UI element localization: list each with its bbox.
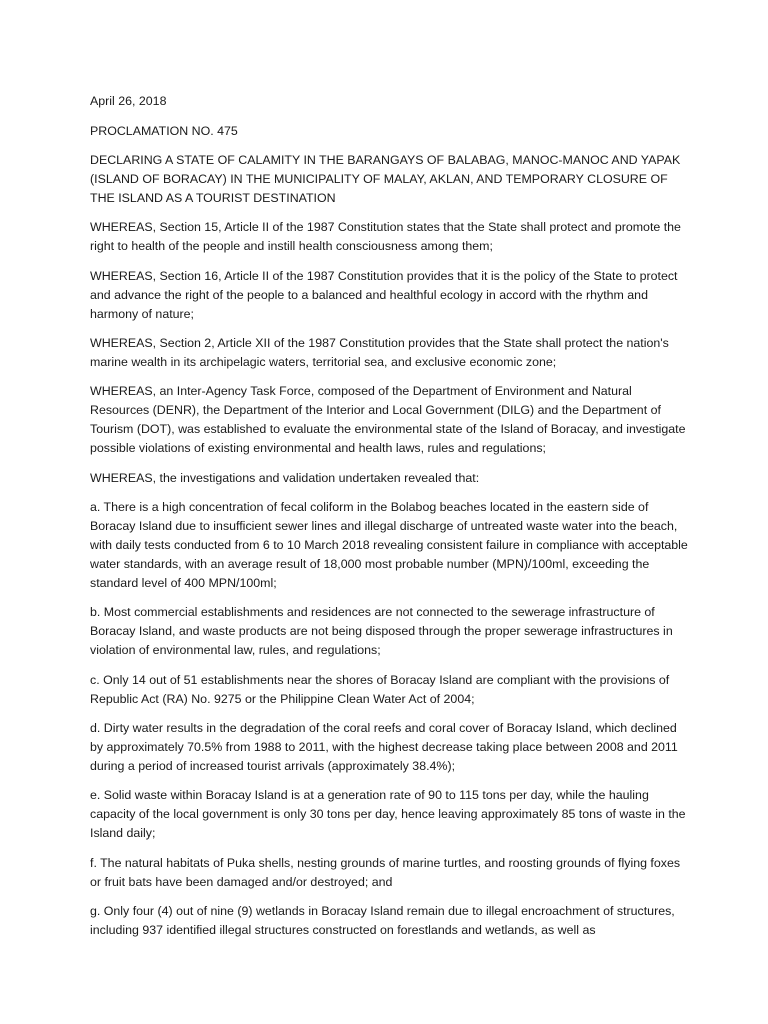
finding-item: f. The natural habitats of Puka shells, nesting grounds of marine turtles, and roosting grounds of flying foxes or fruit bats have been damaged and/or destroyed; and (90, 855, 681, 889)
document-page (90, 92, 690, 950)
whereas-clause: WHEREAS, Section 15, Article II of the 1987 Constitution states that the State shall protect and promote the right to health of the people and instill health consciousness among them; (90, 220, 681, 254)
finding-item: a. There is a high concentration of fecal coliform in the Bolabog beaches located in the eastern side of Boracay Island due to insufficient sewer lines and illegal discharge of untreated waste water into the beach, with daily tests conducted from 6 to 10 March 2018 revealing consistent failure in compliance with acceptable water standards, with an average result of 18,000 most probable number (MPN)/100ml, exceeding the standard level of 400 MPN/100ml; (90, 500, 688, 590)
whereas-clause: WHEREAS, Section 2, Article XII of the 1987 Constitution provides that the State shall protect the nation's marine wealth in its archipelagic waters, territorial sea, and exclusive economic zone; (90, 336, 669, 369)
finding-item: e. Solid waste within Boracay Island is at a generation rate of 90 to 115 tons per day, while the hauling capacity of the local government is only 30 tons per day, hence leaving approximately 85 tons of waste in the Island daily; (90, 788, 686, 841)
whereas-clause: WHEREAS, an Inter-Agency Task Force, composed of the Department of Environment and Natural Resources (DENR), the Department of the Interior and Local Government (DILG) and the Department of Tourism (DOT), was established to evaluate the environmental state of the Island of Boracay, and investigate possible violations of existing environmental and health laws, rules and regulations; (90, 384, 686, 456)
finding-item: c. Only 14 out of 51 establishments near the shores of Boracay Island are compliant with the provisions of Republic Act (RA) No. 9275 or the Philippine Clean Water Act of 2004; (90, 672, 670, 706)
finding-item: b. Most commercial establishments and residences are not connected to the sewerage infrastructure of Boracay Island, and waste products are not being disposed through the proper sewerage infrastructures in violation of environmental law, rules, and regulations; (90, 605, 673, 658)
finding-item: g. Only four (4) out of nine (9) wetlands in Boracay Island remain due to illegal encroachment of structures, including 937 identified illegal structures constructed on forestlands and wetlands, as well as (90, 904, 675, 937)
finding-item: d. Dirty water results in the degradation of the coral reefs and coral cover of Boracay Island, which declined by approximately 70.5% from 1988 to 2011, with the highest decrease taking place between 2008 and 2011 during a period of increased tourist arrivals (approximately 38.4%); (90, 721, 678, 773)
proclamation-number: PROCLAMATION NO. 475 (90, 123, 238, 138)
document-date: April 26, 2018 (90, 94, 167, 108)
whereas-clause: WHEREAS, the investigations and validation undertaken revealed that: (90, 470, 480, 485)
proclamation-title: DECLARING A STATE OF CALAMITY IN THE BARANGAYS OF BALABAG, MANOC-MANOC AND YAPAK (ISLAND OF BORACAY) IN THE MUNICIPALITY OF MALAY, AKLAN, AND TEMPORARY CLOSURE OF THE ISLAND AS A TOURIST DESTINATION (90, 153, 681, 205)
whereas-clause: WHEREAS, Section 16, Article II of the 1987 Constitution provides that it is the policy of the State to protect and advance the right of the people to a balanced and healthful ecology in accord with the rhythm and harmony of nature; (90, 268, 678, 321)
